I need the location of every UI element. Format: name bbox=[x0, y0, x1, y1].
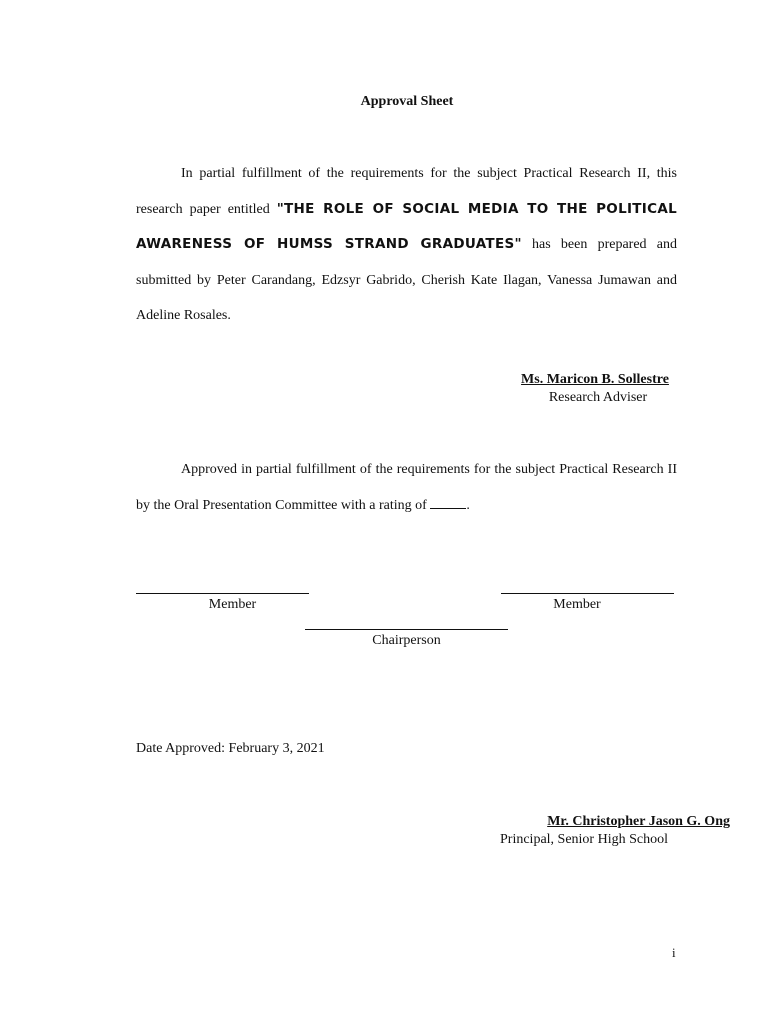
research-title: "THE ROLE OF SOCIAL MEDIA TO THE POLITICAL AWARENESS OF HUMSS STRAND GRADUATES" bbox=[136, 200, 677, 252]
principal-name: Mr. Christopher Jason G. Ong bbox=[547, 814, 730, 829]
principal-role: Principal, Senior High School bbox=[500, 832, 668, 847]
paragraph-text-before-title: In partial fulfillment of the requirements for the subject Practical Research II, this research paper entitled bbox=[136, 166, 677, 217]
member-left-signature-line bbox=[136, 593, 309, 594]
page-number: i bbox=[672, 945, 676, 960]
adviser-role: Research Adviser bbox=[548, 390, 648, 405]
certification-paragraph bbox=[136, 156, 677, 334]
paragraph-text-after-title: has been prepared and submitted by Peter Carandang, Edzsyr Gabrido, Cherish Kate Ilagan, Vanessa Jumawan and Adeline Rosales. bbox=[136, 237, 677, 323]
member-right-signature-line bbox=[501, 593, 674, 594]
rating-blank bbox=[430, 496, 466, 509]
adviser-name: Ms. Maricon B. Sollestre bbox=[521, 372, 669, 387]
approval-text: Approved in partial fulfillment of the requirements for the subject Practical Research II by the Oral Presentation Committee with a rating of bbox=[136, 462, 677, 513]
chairperson-label: Chairperson bbox=[372, 633, 441, 648]
page-title: Approval Sheet bbox=[360, 94, 454, 109]
member-left-label: Member bbox=[208, 597, 257, 612]
chairperson-signature-line bbox=[305, 629, 508, 630]
approval-paragraph bbox=[136, 452, 677, 523]
member-right-label: Member bbox=[553, 597, 601, 612]
approval-text-end: . bbox=[466, 497, 470, 513]
date-approved: Date Approved: February 3, 2021 bbox=[136, 741, 325, 756]
